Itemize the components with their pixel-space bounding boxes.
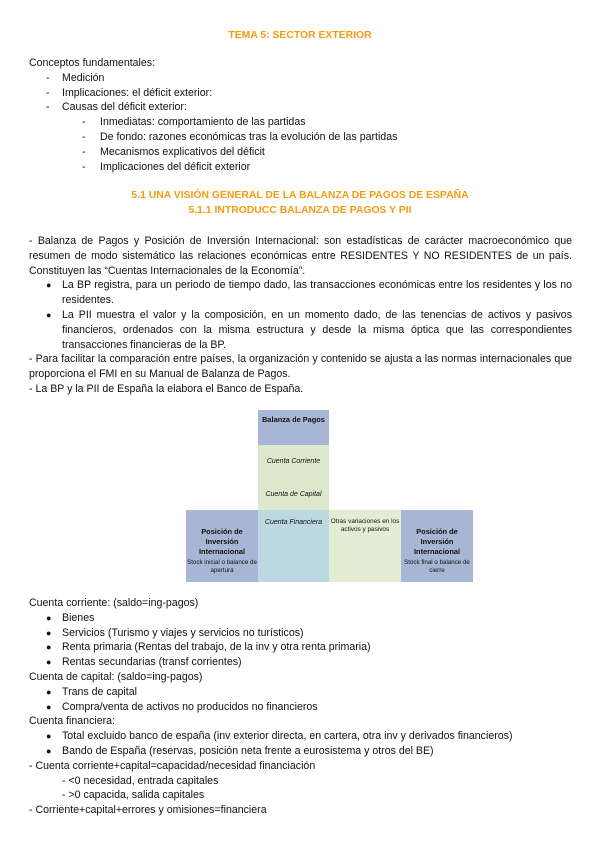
list-item: ● Renta primaria (Rentas del trabajo, de la inv y otra renta primaria) xyxy=(46,641,371,654)
list-item: ● Bienes xyxy=(46,611,95,624)
dash-marker: - xyxy=(82,130,86,143)
diagram-balanza-pagos: Balanza de Pagos xyxy=(258,410,329,445)
cuenta-corriente-heading: Cuenta corriente: (saldo=ing-pagos) xyxy=(29,597,199,609)
list-item: ● Servicios (Turismo y viajes y servicios no turísticos) xyxy=(46,626,304,639)
formula-line: - Corriente+capital+errores y omisiones=financiera xyxy=(29,804,267,817)
intro-section xyxy=(29,234,572,397)
conceptos-section xyxy=(29,56,572,174)
list-item: - Inmediatas: comportamiento de las partidas xyxy=(82,116,306,129)
bullet-icon: ● xyxy=(46,745,52,756)
page-title: TEMA 5: SECTOR EXTERIOR xyxy=(228,30,372,41)
bp-pii-diagram xyxy=(186,410,470,582)
bullet-icon: ● xyxy=(46,657,52,668)
section-subtitle: 5.1.1 INTRODUCC BALANZA DE PAGOS Y PII xyxy=(188,205,412,216)
list-item: - Medición xyxy=(46,71,105,84)
bullet-icon: ● xyxy=(46,627,52,638)
list-item: ● Trans de capital xyxy=(46,685,137,698)
conceptos-heading: Conceptos fundamentales: xyxy=(29,57,156,69)
diagram-otras-variaciones: Otras variaciones en los activos y pasivos xyxy=(329,510,401,582)
list-item: ● Bando de España (reservas, posición neta frente a eurosistema y otros del BE) xyxy=(46,744,434,757)
list-item: - Implicaciones del déficit exterior xyxy=(82,160,251,173)
list-item: ● Rentas secundarias (transf corrientes) xyxy=(46,656,242,669)
list-item: - Causas del déficit exterior: xyxy=(46,101,187,114)
dash-marker: - xyxy=(82,116,86,129)
bullet-icon: ● xyxy=(46,280,52,291)
diagram-pii-inicial xyxy=(186,510,258,582)
diagram-cuenta-capital: Cuenta de Capital xyxy=(258,478,329,510)
formula-sub: - <0 necesidad, entrada capitales xyxy=(62,774,219,787)
bullet-icon: ● xyxy=(46,612,52,623)
formula-sub: - >0 capacida, salida capitales xyxy=(62,789,205,802)
bullet-icon: ● xyxy=(46,642,52,653)
dash-marker: - xyxy=(82,160,86,173)
list-item: ● La PII muestra el valor y la composición, en un momento dado, de las tenencias de activos y pasivos financieros, ordenados con la misma estructura y desde la misma óptica que las correspondientes transacciones financieras de la BP. xyxy=(46,308,572,351)
diagram-cuenta-corriente: Cuenta Corriente xyxy=(258,445,329,478)
list-item: ● Total excluido banco de españa (inv exterior directa, en cartera, otra inv y derivados financieros) xyxy=(46,730,513,743)
bullet-icon: ● xyxy=(46,309,52,320)
diagram-pii-title: Posición de Inversión Internacional xyxy=(199,527,245,556)
diagram-pii-final xyxy=(401,510,473,582)
dash-marker: - xyxy=(82,145,86,158)
intro-paragraph: - Balanza de Pagos y Posición de Inversión Internacional: son estadísticas de carácter macroeconómico que resumen de modo sistemático las relaciones económicas entre RESIDENTES Y NO RESIDENTES de un país. Constituyen las “Cuentas Internacionales de la Economía”. xyxy=(29,235,572,277)
list-item: ● Compra/venta de activos no producidos no financieros xyxy=(46,700,318,713)
bullet-icon: ● xyxy=(46,701,52,712)
section-title: 5.1 UNA VISIÓN GENERAL DE LA BALANZA DE PAGOS DE ESPAÑA xyxy=(131,190,469,201)
bullet-icon: ● xyxy=(46,686,52,697)
bullet-icon: ● xyxy=(46,731,52,742)
cuenta-corriente-list xyxy=(29,611,572,670)
dash-marker: - xyxy=(46,101,50,114)
intro-bullets xyxy=(29,278,572,352)
cuenta-capital-heading: Cuenta de capital: (saldo=ing-pagos) xyxy=(29,670,203,683)
intro-paragraph: - La BP y la PII de España la elabora el Banco de España. xyxy=(29,382,304,395)
list-item: ● La BP registra, para un periodo de tiempo dado, las transacciones económicas entre los residentes y los no residentes. xyxy=(46,279,572,307)
diagram-pii-subtitle: Stock inicial o balance de apertura xyxy=(187,559,257,574)
cuenta-capital-list xyxy=(29,685,572,715)
list-item: - Implicaciones: el déficit exterior: xyxy=(46,86,213,99)
diagram-pii-subtitle: Stock final o balance de cierre xyxy=(404,559,470,574)
list-item: - De fondo: razones económicas tras la evolución de las partidas xyxy=(82,130,398,143)
dash-marker: - xyxy=(46,71,50,84)
cuentas-section xyxy=(29,596,572,818)
causas-sublist xyxy=(29,115,572,174)
dash-marker: - xyxy=(46,86,50,99)
cuenta-financiera-heading: Cuenta financiera: xyxy=(29,715,115,728)
intro-paragraph: - Para facilitar la comparación entre países, la organización y contenido se ajusta a las normas internacionales que proporciona el FMI en su Manual de Balanza de Pagos. xyxy=(29,353,572,381)
cuenta-financiera-list xyxy=(29,729,572,759)
diagram-pii-title: Posición de Inversión Internacional xyxy=(414,527,460,556)
conceptos-list xyxy=(29,71,572,115)
formula-line: - Cuenta corriente+capital=capacidad/necesidad financiación xyxy=(29,759,316,772)
diagram-cuenta-financiera: Cuenta Financiera xyxy=(258,510,329,582)
list-item: - Mecanismos explicativos del déficit xyxy=(82,145,265,158)
